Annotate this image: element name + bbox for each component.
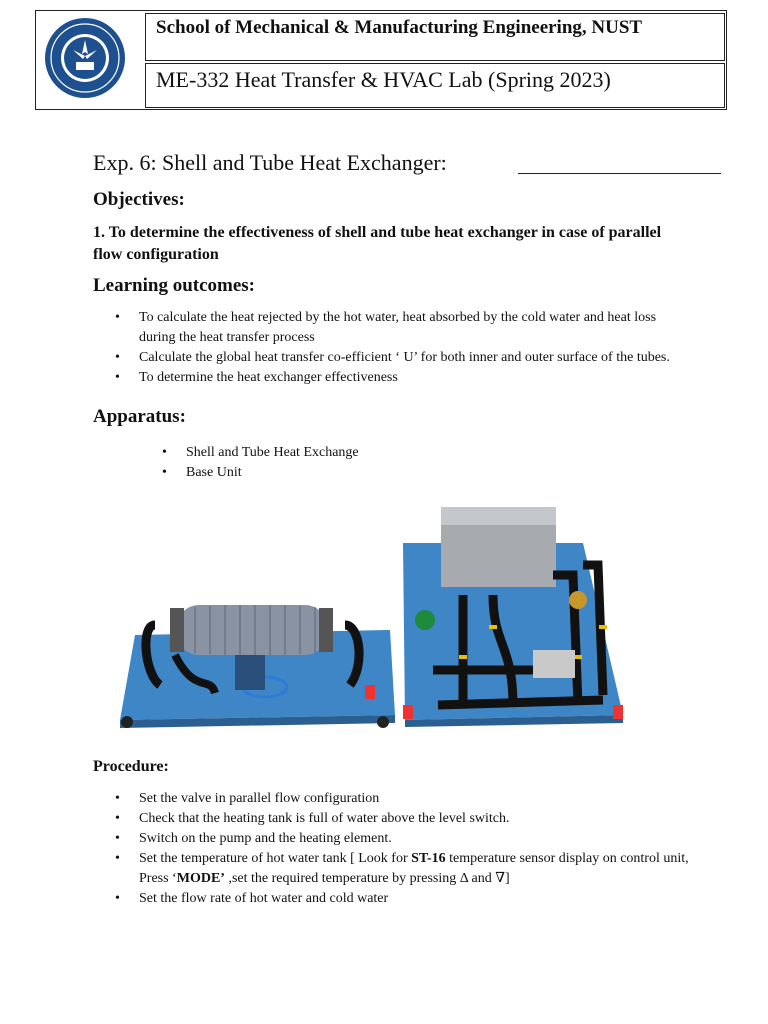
- procedure-text: Set the temperature of hot water tank [ Look for: [139, 851, 412, 866]
- list-item: • Set the flow rate of hot water and cold water: [93, 889, 693, 909]
- procedure-list: [93, 789, 693, 909]
- heat-exchanger-photo: [115, 575, 400, 730]
- list-item: • To determine the heat exchanger effectiveness: [93, 368, 683, 388]
- sensor-code: ST-16: [411, 851, 446, 866]
- list-item: • Switch on the pump and the heating element.: [93, 829, 693, 849]
- apparatus-heading: Apparatus:: [93, 406, 186, 427]
- list-item: • Set the valve in parallel flow configuration: [93, 789, 693, 809]
- base-unit-photo: [403, 505, 638, 727]
- school-name: School of Mechanical & Manufacturing Engineering, NUST: [156, 17, 643, 38]
- list-item: • To calculate the heat rejected by the hot water, heat absorbed by the cold water and heat loss during the heat transfer process: [93, 308, 683, 348]
- experiment-title: Exp. 6: Shell and Tube Heat Exchanger:: [93, 150, 447, 175]
- list-item: • Check that the heating tank is full of water above the level switch.: [93, 809, 693, 829]
- list-item: • Base Unit: [140, 463, 540, 483]
- learning-outcomes-list: [93, 308, 683, 388]
- title-underline: [518, 173, 721, 174]
- course-title: ME-332 Heat Transfer & HVAC Lab (Spring 2023): [156, 67, 611, 92]
- list-item: [93, 849, 693, 889]
- list-item: • Calculate the global heat transfer co-efficient ‘ U’ for both inner and outer surface of the tubes.: [93, 348, 683, 368]
- procedure-heading: Procedure:: [93, 758, 169, 775]
- procedure-text: temperature sensor display on control unit, Press ‘: [139, 851, 689, 886]
- list-item: • Shell and Tube Heat Exchange: [140, 443, 540, 463]
- apparatus-list: [140, 443, 540, 483]
- objectives-heading: Objectives:: [93, 189, 185, 210]
- objective-item: 1. To determine the effectiveness of shell and tube heat exchanger in case of parallel flow configuration: [93, 224, 662, 263]
- procedure-text: ,set the required temperature by pressing Δ and ∇]: [224, 871, 510, 886]
- mode-key: MODE’: [176, 871, 225, 886]
- nust-logo-icon: [43, 14, 127, 102]
- learning-outcomes-heading: Learning outcomes:: [93, 275, 256, 296]
